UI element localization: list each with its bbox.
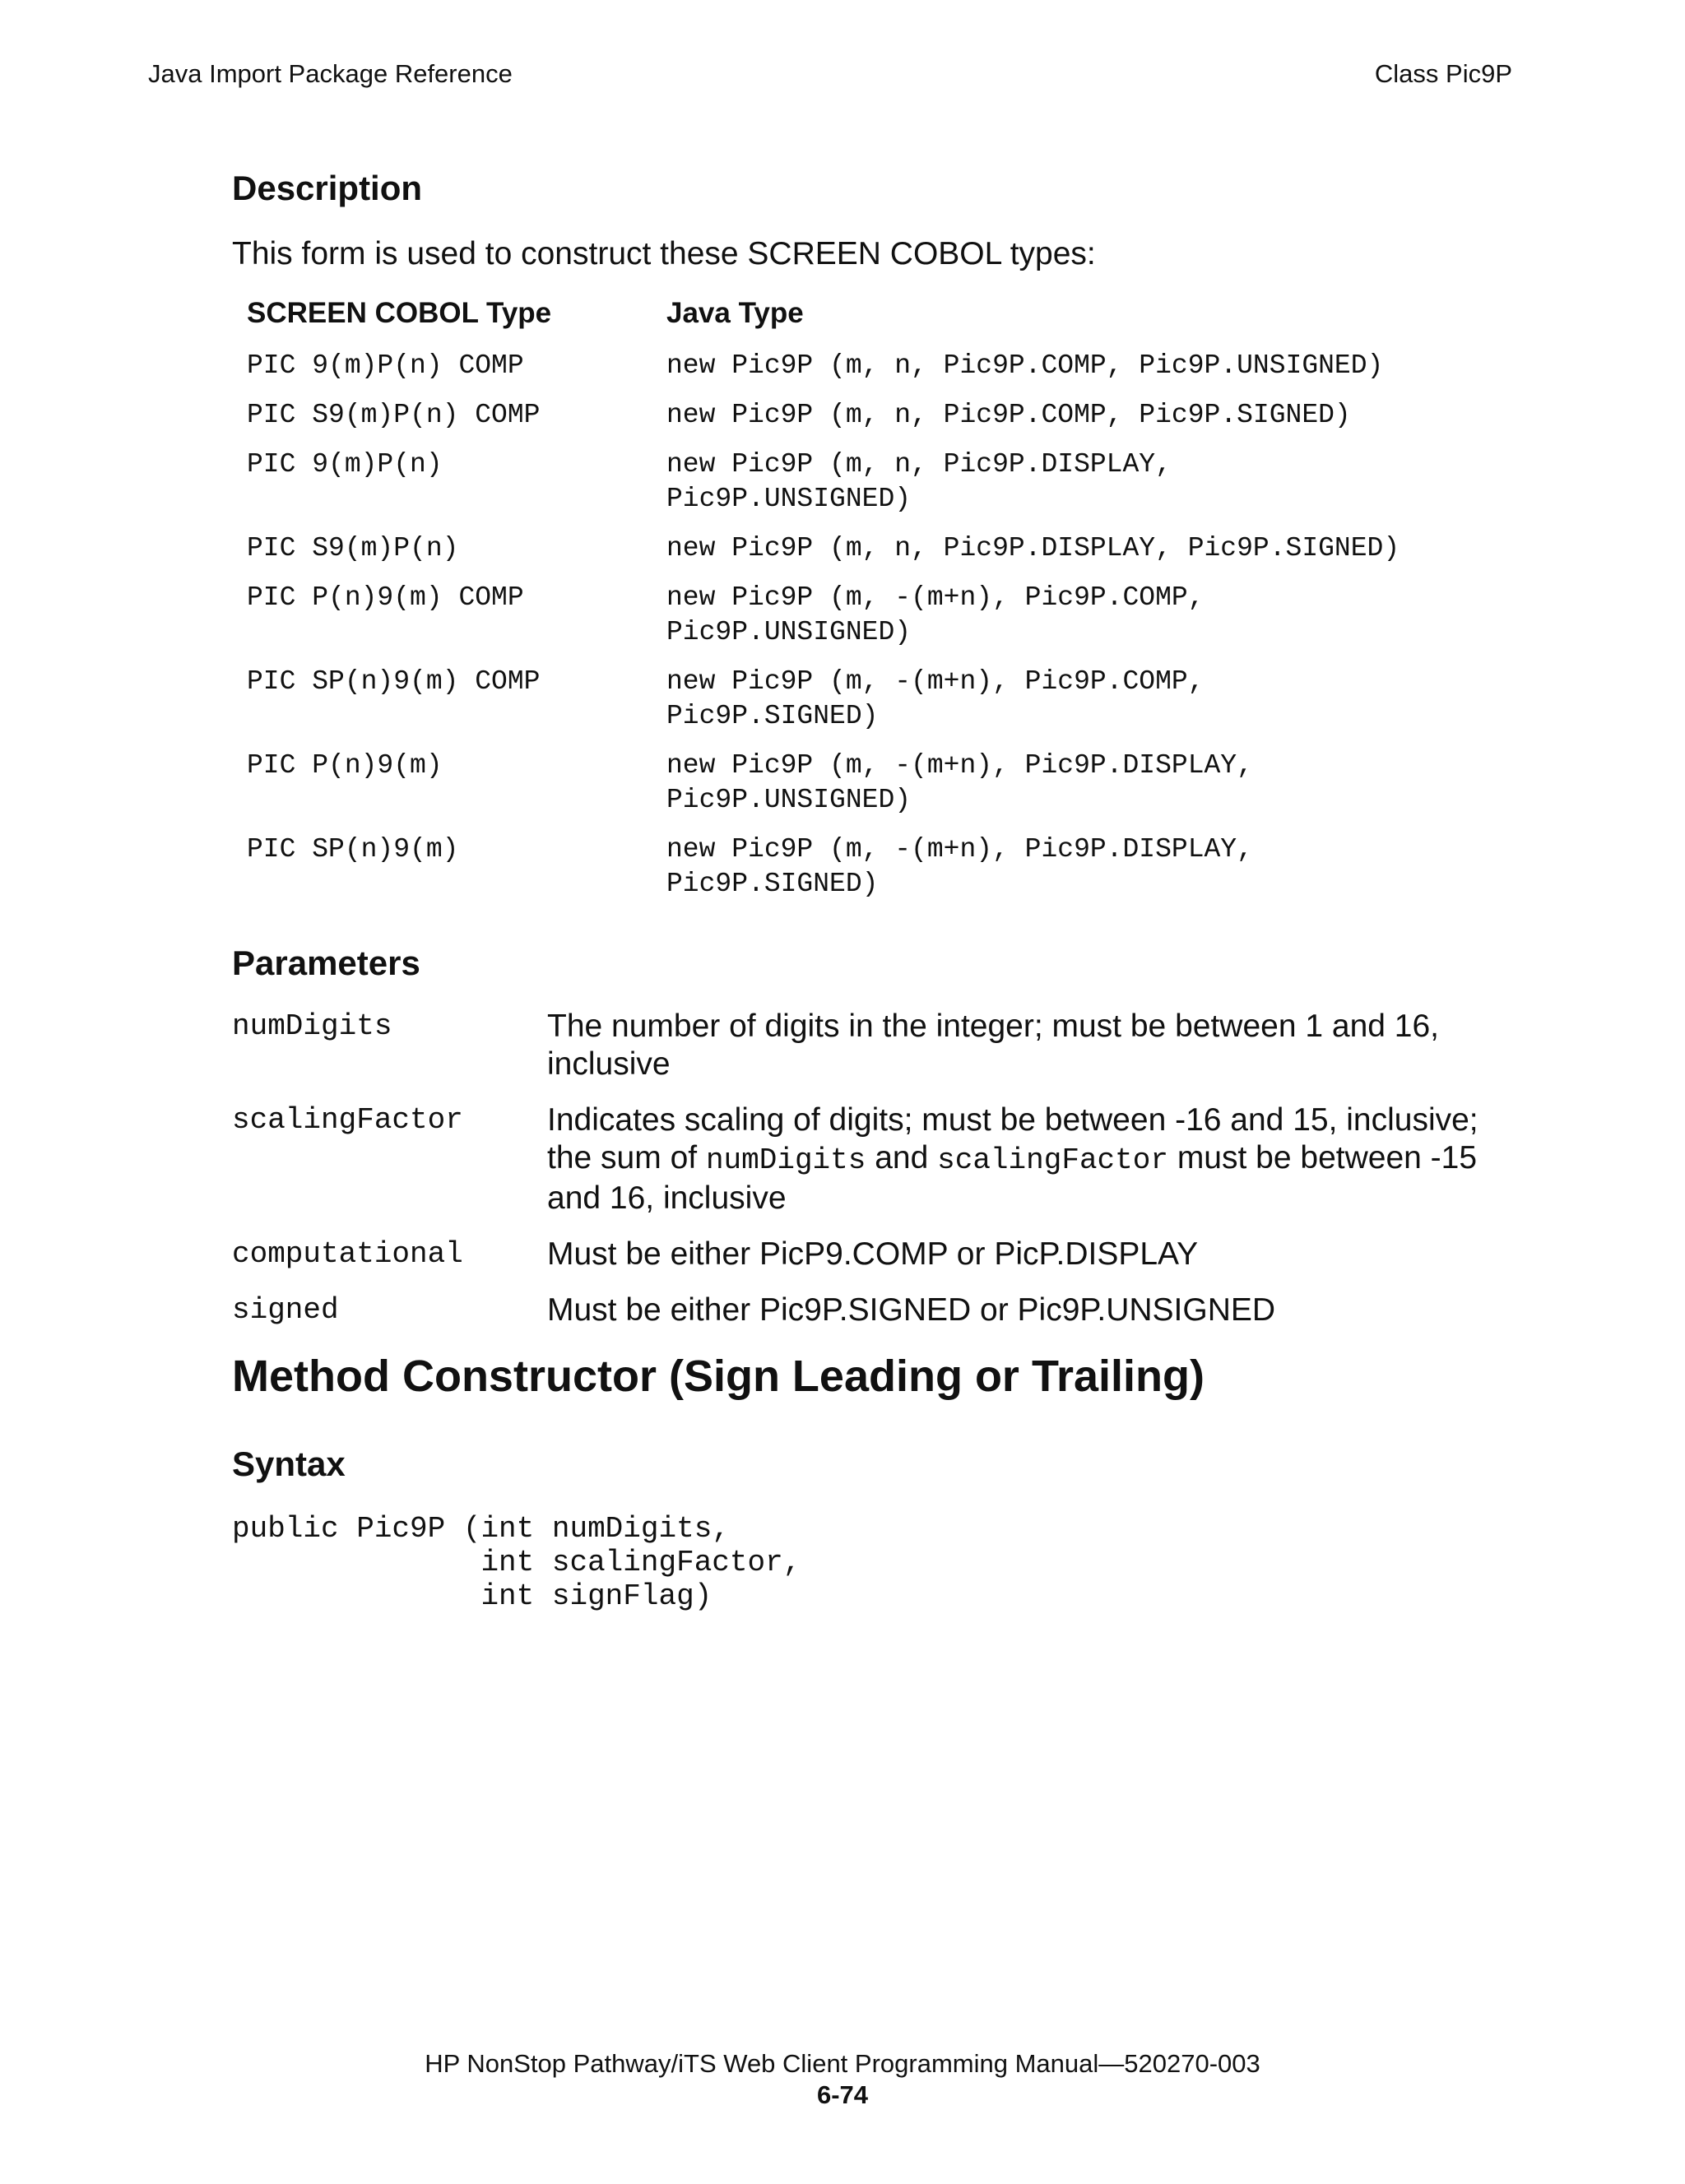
- java-type-cell: new Pic9P (m, n, Pic9P.COMP, Pic9P.SIGNED): [666, 400, 1351, 430]
- param-name: computational: [232, 1237, 463, 1271]
- code-ref-numdigits: numDigits: [705, 1143, 866, 1177]
- table-row: [247, 573, 1514, 657]
- page-number: 6-74: [816, 2080, 869, 2109]
- param-row-computational: [232, 1236, 1516, 1273]
- types-table: [247, 287, 1514, 909]
- cobol-type-cell: PIC SP(n)9(m) COMP: [247, 666, 541, 697]
- table-row: [247, 741, 1514, 825]
- types-table-body: [247, 341, 1514, 909]
- param-name: scalingFactor: [232, 1103, 463, 1137]
- code-ref-scalingfactor: scalingFactor: [937, 1143, 1168, 1177]
- parameters-list: [232, 1008, 1516, 1329]
- table-row: [247, 341, 1514, 391]
- table-row: [247, 825, 1514, 909]
- cobol-type-cell: PIC 9(m)P(n): [247, 449, 443, 480]
- param-desc: [547, 1101, 1485, 1217]
- types-table-header: [247, 287, 1514, 341]
- java-type-cell: new Pic9P (m, n, Pic9P.DISPLAY, Pic9P.UNSIGNED): [666, 449, 1172, 514]
- footer-manual-title: HP NonStop Pathway/iTS Web Client Programming Manual—520270-003: [425, 2049, 1260, 2078]
- column-header-java: Java Type: [666, 297, 804, 329]
- desc-text: must be between -15 and 16, inclusive: [547, 1140, 1478, 1216]
- param-desc: Must be either PicP9.COMP or PicP.DISPLAY: [547, 1236, 1199, 1272]
- cobol-type-cell: PIC S9(m)P(n): [247, 533, 459, 563]
- header-left: Java Import Package Reference: [148, 59, 513, 88]
- column-header-cobol: SCREEN COBOL Type: [247, 297, 552, 329]
- java-type-cell: new Pic9P (m, -(m+n), Pic9P.DISPLAY, Pic9P.UNSIGNED): [666, 750, 1253, 815]
- table-row: [247, 524, 1514, 573]
- cobol-type-cell: PIC P(n)9(m) COMP: [247, 582, 524, 613]
- method-title: Method Constructor (Sign Leading or Trailing): [232, 1352, 1205, 1401]
- syntax-heading: Syntax: [232, 1444, 346, 1483]
- desc-text: and: [866, 1140, 938, 1175]
- param-name: numDigits: [232, 1009, 392, 1043]
- table-row: [247, 657, 1514, 741]
- param-desc: The number of digits in the integer; must be between 1 and 16, inclusive: [547, 1009, 1440, 1082]
- cobol-type-cell: PIC P(n)9(m): [247, 750, 443, 781]
- parameters-heading: Parameters: [232, 944, 420, 982]
- table-row: [247, 440, 1514, 524]
- java-type-cell: new Pic9P (m, -(m+n), Pic9P.COMP, Pic9P.UNSIGNED): [666, 582, 1205, 647]
- java-type-cell: new Pic9P (m, -(m+n), Pic9P.DISPLAY, Pic9P.SIGNED): [666, 834, 1253, 899]
- param-row-scalingfactor: [232, 1101, 1516, 1217]
- param-row-signed: [232, 1291, 1516, 1329]
- desc-text: Indicates scaling of digits; must be between -16 and 15, inclusive; the sum of: [547, 1102, 1478, 1175]
- page-content: [232, 169, 1516, 1613]
- param-row-numdigits: [232, 1008, 1516, 1083]
- cobol-type-cell: PIC S9(m)P(n) COMP: [247, 400, 541, 430]
- cobol-type-cell: PIC SP(n)9(m): [247, 834, 459, 865]
- cobol-type-cell: PIC 9(m)P(n) COMP: [247, 350, 524, 381]
- java-type-cell: new Pic9P (m, n, Pic9P.COMP, Pic9P.UNSIGNED): [666, 350, 1384, 381]
- param-name: signed: [232, 1293, 339, 1327]
- table-row: [247, 391, 1514, 440]
- description-intro: This form is used to construct these SCREEN COBOL types:: [232, 236, 1096, 271]
- java-type-cell: new Pic9P (m, -(m+n), Pic9P.COMP, Pic9P.SIGNED): [666, 666, 1205, 731]
- page-footer: [0, 2048, 1685, 2111]
- java-type-cell: new Pic9P (m, n, Pic9P.DISPLAY, Pic9P.SIGNED): [666, 533, 1400, 563]
- param-desc: Must be either Pic9P.SIGNED or Pic9P.UNSIGNED: [547, 1292, 1276, 1328]
- description-heading: Description: [232, 169, 423, 207]
- header-right: Class Pic9P: [1374, 59, 1512, 88]
- syntax-code: public Pic9P (int numDigits, int scalingFactor, int signFlag): [232, 1512, 801, 1613]
- running-header: [148, 59, 1512, 89]
